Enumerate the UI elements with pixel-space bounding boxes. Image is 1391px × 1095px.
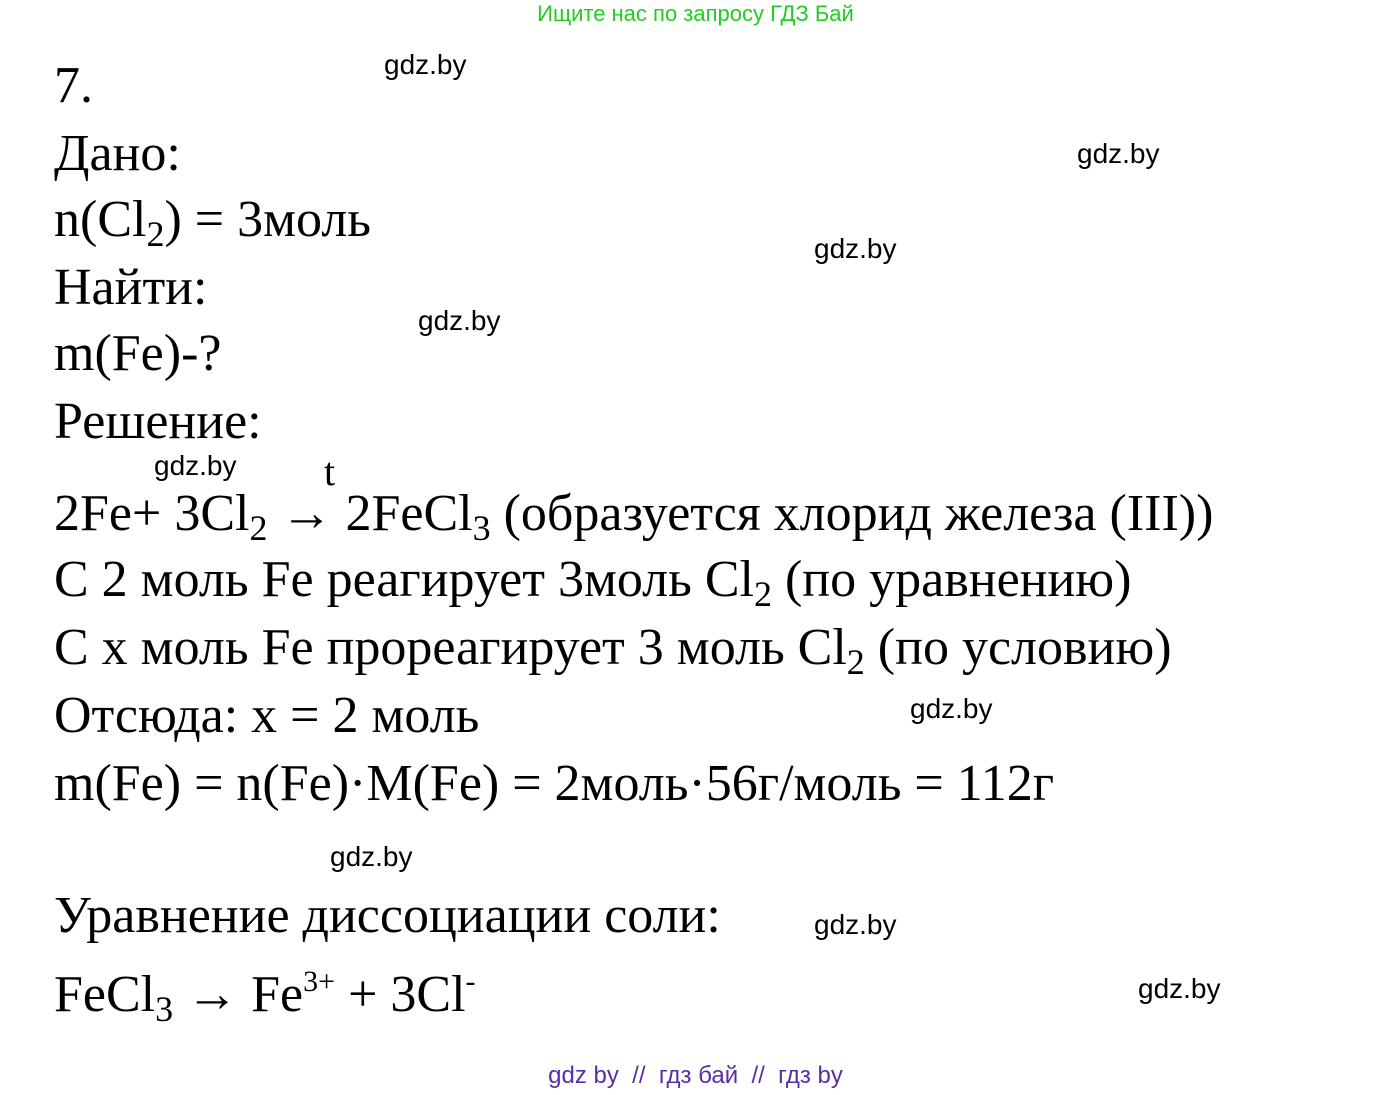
reaction-equation: $2Fe+ 3Cl_2$ → 2FeCl$_3$ (образуется хлорид железа (III)) (54, 485, 1214, 548)
ratio-line-equation: С 2 моль Fe реагирует 3моль $Cl_2$ (по уравнению) (54, 551, 1132, 614)
find-label: Найти: (54, 259, 208, 316)
watermark: gdz.by (154, 450, 237, 481)
given-value: $n(Cl_2)$ = 3моль (54, 191, 371, 254)
watermark: gdz.by (1138, 973, 1221, 1004)
result-x: Отсюда: x = 2 моль (54, 687, 480, 744)
find-value: m(Fe)-? (54, 325, 222, 382)
watermark: gdz.by (910, 693, 993, 724)
watermark: gdz.by (330, 841, 413, 872)
mass-calculation: m(Fe) = n(Fe)·M(Fe) = 2моль·56г/моль = 112г (54, 755, 1055, 812)
watermark: gdz.by (814, 909, 897, 940)
watermark: gdz.by (1077, 138, 1160, 169)
watermark: gdz.by (418, 305, 501, 336)
given-label: Дано: (54, 125, 181, 182)
watermark: gdz.by (814, 233, 897, 264)
ratio-line-condition: С x моль Fe прореагирует 3 моль $Cl_2$ (по условию) (54, 619, 1172, 682)
dissociation-label: Уравнение диссоциации соли: (54, 887, 721, 944)
problem-number: 7. (54, 57, 93, 114)
search-banner: Ищите нас по запросу ГДЗ Бай (537, 1, 854, 26)
dissociation-equation: FeCl$_3$ → $Fe^{3+} + 3Cl^-$ (54, 965, 476, 1029)
reaction-condition: t (324, 449, 336, 494)
watermark: gdz.by (384, 49, 467, 80)
solution-label: Решение: (54, 393, 262, 450)
footer-links: gdz by // гдз бай // гдз by (548, 1062, 843, 1089)
